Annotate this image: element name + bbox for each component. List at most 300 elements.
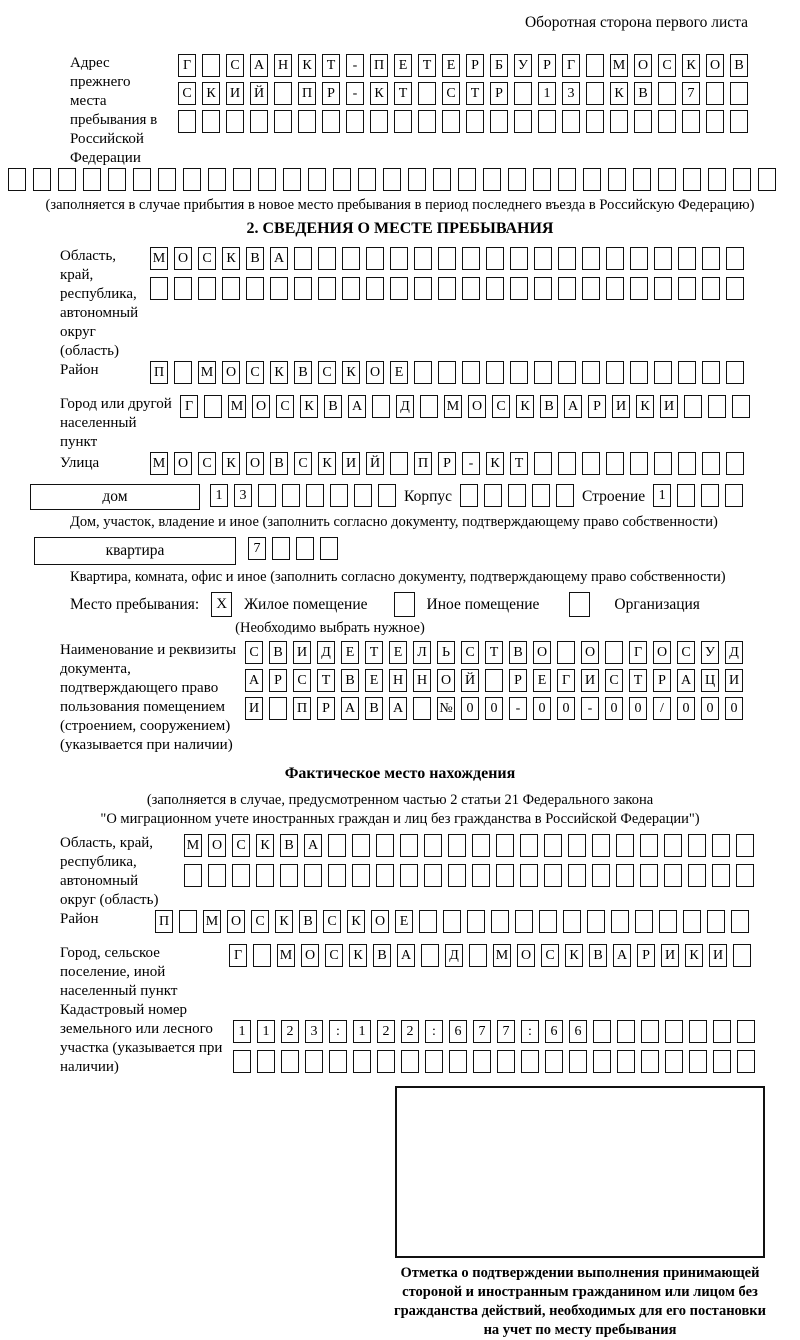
grid-cell: А	[341, 697, 359, 720]
grid-cell: В	[270, 452, 288, 475]
grid-cell: О	[468, 395, 486, 418]
grid-cell	[520, 834, 538, 857]
region-label: Область, край, республика, автономный округ (область)	[60, 248, 139, 359]
confirmation-stamp-box	[395, 1086, 765, 1258]
grid-cell: К	[318, 452, 336, 475]
grid-cell: Д	[396, 395, 414, 418]
prev-address-grid	[178, 54, 748, 138]
grid-cell: -	[346, 82, 364, 105]
stay-type-checkbox-other-premises	[394, 592, 415, 617]
grid-cell	[414, 361, 432, 384]
grid-cell: В	[540, 395, 558, 418]
grid-cell: К	[370, 82, 388, 105]
grid-cell: Т	[317, 669, 335, 692]
grid-cell: 7	[682, 82, 700, 105]
grid-cell: А	[348, 395, 366, 418]
grid-cell	[534, 247, 552, 270]
stay-type-field	[0, 592, 800, 617]
grid-cell: В	[299, 910, 317, 933]
house-field	[0, 484, 800, 512]
grid-cell: Т	[510, 452, 528, 475]
grid-cell	[414, 247, 432, 270]
grid-cell: Е	[341, 641, 359, 664]
grid-cell	[582, 452, 600, 475]
grid-cell	[630, 277, 648, 300]
grid-cell	[390, 247, 408, 270]
grid-cell: Д	[725, 641, 743, 664]
grid-cell: И	[342, 452, 360, 475]
grid-cell: Е	[389, 641, 407, 664]
grid-cell	[702, 247, 720, 270]
grid-cell: А	[677, 669, 695, 692]
grid-cell: Е	[442, 54, 460, 77]
document-grid	[245, 641, 743, 725]
grid-cell	[582, 277, 600, 300]
grid-cell	[608, 168, 626, 191]
grid-cell	[377, 1050, 395, 1073]
grid-cell	[630, 361, 648, 384]
grid-cell	[678, 247, 696, 270]
grid-cell	[408, 168, 426, 191]
grid-cell	[256, 864, 274, 887]
grid-cell: С	[293, 669, 311, 692]
grid-cell	[414, 277, 432, 300]
grid-cell: К	[682, 54, 700, 77]
grid-cell	[726, 277, 744, 300]
grid-cell	[283, 168, 301, 191]
grid-cell	[682, 110, 700, 133]
grid-cell	[282, 484, 300, 507]
grid-cell: С	[294, 452, 312, 475]
grid-cell	[582, 247, 600, 270]
grid-cell: К	[349, 944, 367, 967]
grid-cell	[658, 110, 676, 133]
grid-cell	[593, 1020, 611, 1043]
prev-address-label: Адрес прежнего места пребывания в Российской Федерации	[70, 55, 158, 166]
grid-cell	[664, 834, 682, 857]
grid-cell	[378, 484, 396, 507]
grid-cell	[533, 168, 551, 191]
grid-cell: С	[178, 82, 196, 105]
grid-cell	[438, 361, 456, 384]
grid-cell	[736, 864, 754, 887]
grid-cell	[467, 910, 485, 933]
grid-cell	[353, 1050, 371, 1073]
grid-cell	[442, 110, 460, 133]
grid-cell	[366, 277, 384, 300]
grid-cell	[328, 834, 346, 857]
grid-cell: В	[341, 669, 359, 692]
grid-cell	[484, 484, 502, 507]
grid-cell	[605, 641, 623, 664]
grid-cell	[630, 452, 648, 475]
grid-cell: М	[493, 944, 511, 967]
grid-cell	[633, 168, 651, 191]
grid-cell	[198, 277, 216, 300]
grid-cell	[304, 864, 322, 887]
house-note: Дом, участок, владение и иное (заполнить согласно документу, подтверждающему право собственности)	[70, 514, 718, 530]
grid-cell	[294, 247, 312, 270]
grid-cell: О	[653, 641, 671, 664]
grid-cell: С	[605, 669, 623, 692]
grid-cell	[322, 110, 340, 133]
grid-cell	[472, 864, 490, 887]
grid-cell: Е	[533, 669, 551, 692]
grid-cell	[702, 277, 720, 300]
grid-cell	[425, 1050, 443, 1073]
actual-region-row-1	[184, 834, 754, 857]
grid-cell: М	[444, 395, 462, 418]
grid-cell	[737, 1020, 755, 1043]
district-row	[150, 361, 744, 384]
grid-cell: М	[150, 247, 168, 270]
grid-cell	[683, 168, 701, 191]
grid-cell	[557, 641, 575, 664]
grid-cell	[250, 110, 268, 133]
grid-cell: Е	[395, 910, 413, 933]
grid-cell	[634, 110, 652, 133]
grid-cell: 0	[701, 697, 719, 720]
stroenie-row	[653, 484, 743, 507]
grid-cell: С	[677, 641, 695, 664]
grid-cell: П	[293, 697, 311, 720]
grid-cell	[320, 537, 338, 560]
grid-cell: О	[301, 944, 319, 967]
grid-cell	[725, 484, 743, 507]
grid-cell	[133, 168, 151, 191]
grid-cell: О	[371, 910, 389, 933]
grid-cell: Г	[629, 641, 647, 664]
grid-cell: Н	[274, 54, 292, 77]
grid-cell	[486, 361, 504, 384]
grid-cell	[174, 361, 192, 384]
grid-cell: Р	[653, 669, 671, 692]
cadastral-label: Кадастровый номер земельного или лесного участка (указывается при наличии)	[60, 1002, 223, 1075]
region-grid	[150, 247, 744, 305]
grid-cell: С	[461, 641, 479, 664]
grid-cell: 1	[353, 1020, 371, 1043]
grid-cell	[731, 910, 749, 933]
form-back-side	[0, 14, 800, 1338]
grid-cell	[257, 1050, 275, 1073]
grid-cell: Ь	[437, 641, 455, 664]
grid-cell: В	[634, 82, 652, 105]
grid-cell: С	[541, 944, 559, 967]
page-title: Оборотная сторона первого листа	[524, 14, 748, 31]
grid-cell: 7	[473, 1020, 491, 1043]
grid-cell	[708, 395, 726, 418]
grid-cell	[342, 247, 360, 270]
grid-cell: К	[270, 361, 288, 384]
grid-cell	[246, 277, 264, 300]
grid-cell: Р	[509, 669, 527, 692]
grid-cell	[424, 834, 442, 857]
grid-cell	[677, 484, 695, 507]
grid-cell: С	[198, 247, 216, 270]
grid-cell	[469, 944, 487, 967]
grid-cell	[330, 484, 348, 507]
grid-cell	[586, 54, 604, 77]
stroenie-label: Строение	[582, 488, 646, 505]
grid-cell: 3	[234, 484, 252, 507]
grid-cell	[558, 168, 576, 191]
grid-cell: Т	[629, 669, 647, 692]
grid-cell: К	[256, 834, 274, 857]
grid-cell	[592, 834, 610, 857]
grid-cell	[383, 168, 401, 191]
grid-cell	[253, 944, 271, 967]
grid-cell: -	[462, 452, 480, 475]
grid-cell	[538, 110, 556, 133]
grid-cell	[689, 1050, 707, 1073]
grid-cell: Д	[445, 944, 463, 967]
grid-cell	[688, 864, 706, 887]
grid-cell	[270, 277, 288, 300]
grid-cell: О	[517, 944, 535, 967]
grid-cell	[208, 864, 226, 887]
grid-cell	[586, 82, 604, 105]
grid-cell: 0	[461, 697, 479, 720]
grid-cell: С	[442, 82, 460, 105]
prev-address-row-3	[178, 110, 748, 133]
grid-cell	[592, 864, 610, 887]
grid-cell	[306, 484, 324, 507]
grid-cell	[158, 168, 176, 191]
grid-cell	[496, 834, 514, 857]
grid-cell	[610, 110, 628, 133]
grid-cell	[354, 484, 372, 507]
grid-cell	[587, 910, 605, 933]
grid-cell	[532, 484, 550, 507]
grid-cell: Т	[322, 54, 340, 77]
grid-cell: С	[318, 361, 336, 384]
city-label: Город или другой населенный пункт	[60, 396, 172, 450]
grid-cell: 0	[629, 697, 647, 720]
grid-cell: П	[298, 82, 316, 105]
grid-cell: А	[250, 54, 268, 77]
grid-cell: Г	[180, 395, 198, 418]
grid-cell	[419, 910, 437, 933]
region-field	[0, 247, 800, 361]
grid-cell: 2	[281, 1020, 299, 1043]
grid-cell	[713, 1050, 731, 1073]
grid-cell	[491, 910, 509, 933]
grid-cell: К	[298, 54, 316, 77]
grid-cell: К	[222, 247, 240, 270]
grid-cell	[701, 484, 719, 507]
grid-cell: Т	[394, 82, 412, 105]
grid-cell	[483, 168, 501, 191]
grid-cell: Й	[461, 669, 479, 692]
grid-cell: Т	[466, 82, 484, 105]
grid-cell	[702, 361, 720, 384]
district-label: Район	[60, 362, 99, 378]
grid-cell	[713, 1020, 731, 1043]
grid-cell	[569, 1050, 587, 1073]
grid-cell	[346, 110, 364, 133]
grid-cell	[497, 1050, 515, 1073]
district-field	[0, 361, 800, 389]
grid-cell	[737, 1050, 755, 1073]
grid-cell	[496, 864, 514, 887]
grid-cell	[401, 1050, 419, 1073]
grid-cell: Т	[485, 641, 503, 664]
grid-cell	[606, 277, 624, 300]
grid-cell: О	[174, 452, 192, 475]
grid-cell	[420, 395, 438, 418]
grid-cell	[708, 168, 726, 191]
grid-cell: К	[300, 395, 318, 418]
grid-cell	[281, 1050, 299, 1073]
grid-cell	[329, 1050, 347, 1073]
grid-cell	[558, 277, 576, 300]
grid-cell	[418, 110, 436, 133]
grid-cell: Р	[490, 82, 508, 105]
stay-type-note: (Необходимо выбрать нужное)	[235, 620, 425, 636]
grid-cell	[352, 864, 370, 887]
grid-cell	[556, 484, 574, 507]
grid-cell: -	[346, 54, 364, 77]
grid-cell: В	[589, 944, 607, 967]
grid-cell: П	[414, 452, 432, 475]
grid-cell: Р	[466, 54, 484, 77]
grid-cell	[678, 277, 696, 300]
grid-cell: М	[277, 944, 295, 967]
grid-cell: О	[533, 641, 551, 664]
apartment-row	[248, 537, 338, 560]
document-field	[0, 641, 800, 755]
grid-cell	[472, 834, 490, 857]
grid-cell	[308, 168, 326, 191]
grid-cell	[726, 361, 744, 384]
section2-title: 2. СВЕДЕНИЯ О МЕСТЕ ПРЕБЫВАНИЯ	[246, 220, 554, 237]
cadastral-row-2	[233, 1050, 755, 1073]
grid-cell	[466, 110, 484, 133]
grid-cell	[222, 277, 240, 300]
grid-cell: 0	[677, 697, 695, 720]
grid-cell	[150, 277, 168, 300]
grid-cell: У	[701, 641, 719, 664]
grid-cell	[233, 1050, 251, 1073]
grid-cell: И	[293, 641, 311, 664]
grid-cell	[178, 110, 196, 133]
prev-address-section	[0, 54, 800, 168]
grid-cell	[8, 168, 26, 191]
grid-cell: И	[245, 697, 263, 720]
grid-cell	[733, 944, 751, 967]
grid-cell: К	[222, 452, 240, 475]
grid-cell	[473, 1050, 491, 1073]
grid-cell: О	[227, 910, 245, 933]
grid-cell: К	[685, 944, 703, 967]
grid-cell	[508, 168, 526, 191]
grid-cell: -	[509, 697, 527, 720]
grid-cell	[179, 910, 197, 933]
grid-cell: К	[342, 361, 360, 384]
grid-cell	[202, 110, 220, 133]
grid-cell	[582, 361, 600, 384]
grid-cell: Г	[178, 54, 196, 77]
grid-cell: 2	[401, 1020, 419, 1043]
street-row	[150, 452, 744, 475]
grid-cell	[372, 395, 390, 418]
grid-cell: 0	[557, 697, 575, 720]
grid-cell	[272, 537, 290, 560]
grid-cell	[508, 484, 526, 507]
grid-cell: Й	[250, 82, 268, 105]
grid-cell	[418, 82, 436, 105]
grid-cell: И	[660, 395, 678, 418]
grid-cell: В	[509, 641, 527, 664]
grid-cell: Г	[229, 944, 247, 967]
grid-cell	[726, 452, 744, 475]
cadastral-grid	[233, 1001, 755, 1078]
grid-cell	[184, 864, 202, 887]
grid-cell: О	[222, 361, 240, 384]
grid-cell: 3	[562, 82, 580, 105]
grid-cell	[208, 168, 226, 191]
grid-cell	[458, 168, 476, 191]
grid-cell: П	[155, 910, 173, 933]
grid-cell	[558, 361, 576, 384]
grid-cell	[568, 834, 586, 857]
grid-cell	[233, 168, 251, 191]
stay-type-label: Место пребывания:	[70, 595, 200, 613]
grid-cell: О	[437, 669, 455, 692]
stay-type-option-residential: Жилое помещение	[244, 595, 368, 613]
grid-cell	[486, 277, 504, 300]
apartment-note: Квартира, комната, офис и иное (заполнить согласно документу, подтверждающему право собственности)	[70, 569, 726, 585]
grid-cell	[593, 1050, 611, 1073]
grid-cell: О	[246, 452, 264, 475]
grid-cell	[730, 82, 748, 105]
grid-cell	[460, 484, 478, 507]
grid-cell: Ц	[701, 669, 719, 692]
grid-cell: О	[366, 361, 384, 384]
grid-cell	[204, 395, 222, 418]
grid-cell: В	[324, 395, 342, 418]
grid-cell	[394, 110, 412, 133]
grid-cell: 1	[538, 82, 556, 105]
grid-cell: Р	[538, 54, 556, 77]
house-box-label: дом	[30, 484, 200, 510]
grid-cell	[654, 361, 672, 384]
grid-cell	[390, 452, 408, 475]
grid-cell	[424, 864, 442, 887]
grid-cell	[534, 277, 552, 300]
grid-cell: Р	[322, 82, 340, 105]
grid-cell	[413, 697, 431, 720]
confirmation-stamp-caption: Отметка о подтверждении выполнения принимающей стороной и иностранным гражданином или лицом без гражданства действий, необходимых для его постановки на учет по месту пребывания	[394, 1265, 766, 1338]
grid-cell: 3	[305, 1020, 323, 1043]
grid-cell	[654, 247, 672, 270]
grid-cell	[688, 834, 706, 857]
actual-region-field	[0, 834, 800, 910]
actual-location-title: Фактическое место нахождения	[284, 765, 516, 782]
stay-type-option-organization: Организация	[614, 595, 700, 613]
actual-district-field	[0, 910, 800, 938]
grid-cell: В	[730, 54, 748, 77]
grid-cell	[640, 834, 658, 857]
grid-cell: 0	[725, 697, 743, 720]
grid-cell: Й	[366, 452, 384, 475]
grid-cell: К	[610, 82, 628, 105]
grid-cell: С	[245, 641, 263, 664]
grid-cell	[606, 361, 624, 384]
grid-cell: М	[198, 361, 216, 384]
grid-cell: :	[329, 1020, 347, 1043]
grid-cell: 1	[233, 1020, 251, 1043]
